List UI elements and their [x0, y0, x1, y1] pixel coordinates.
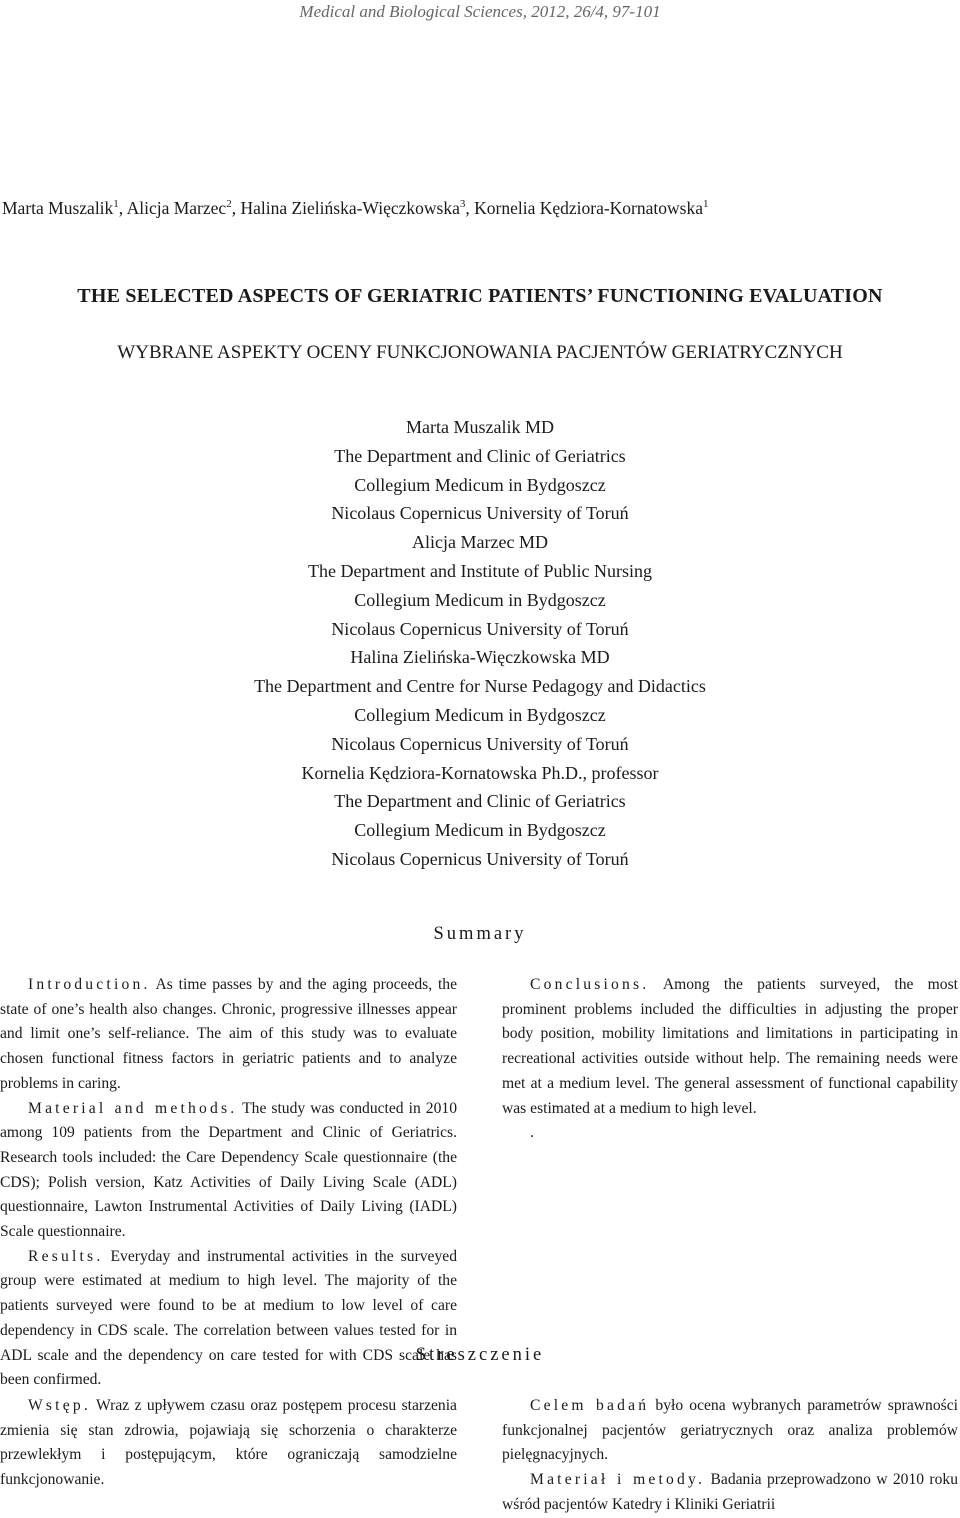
section-label: Materiał i metody.: [530, 1471, 706, 1489]
section-text: Badania przeprowadzono w 2010 roku wśród pacjentów Katedry i Kliniki Geriatrii: [502, 1471, 958, 1513]
affiliation-line: Nicolaus Copernicus University of Toruń: [331, 503, 629, 524]
section-label: Introduction.: [28, 976, 151, 993]
affiliation-line: Halina Zielińska-Więczkowska MD: [350, 647, 610, 668]
affiliation-line: Collegium Medicum in Bydgoszcz: [354, 704, 606, 725]
affiliation-line: Nicolaus Copernicus University of Toruń: [331, 848, 629, 869]
affiliation-line: Marta Muszalik MD: [406, 417, 554, 437]
journal-header: Medical and Biological Sciences, 2012, 26/4, 97-101: [299, 2, 661, 21]
streszczenie-heading: Streszczenie: [415, 1345, 545, 1365]
author-name: Kornelia Kędziora-Kornatowska: [474, 198, 703, 218]
author-name: Marta Muszalik: [2, 198, 114, 218]
section-text: The study was conducted in 2010 among 109 patients from the Department and Clinic of Geriatrics. Research tools included: the Care Dependency Scale questionnaire (the CDS); Polish version, Katz Activities of Daily Living Scale (ADL) questionnaire, Lawton Instrumental Activities of Daily Living (IADL) Scale questionnaire.: [0, 1099, 457, 1241]
affiliation-line: The Department and Institute of Public Nursing: [308, 560, 652, 581]
author-affiliation-number: 1: [702, 198, 709, 211]
streszczenie-column-left: [0, 1394, 457, 1493]
section-label: Wstęp.: [28, 1397, 91, 1414]
affiliation-line: Kornelia Kędziora-Kornatowska Ph.D., professor: [301, 762, 659, 783]
affiliations-block: [0, 413, 960, 874]
section-label: Material and methods.: [28, 1099, 238, 1117]
section-text: Everyday and instrumental activities in the surveyed group were estimated at medium to high level. The majority of the patients surveyed were found to be at medium to low level of care dependency in CDS scale. The correlation between values tested for in ADL scale and the dependency on care tested for with CDS scale has been confirmed.: [0, 1247, 457, 1389]
affiliation-line: The Department and Centre for Nurse Pedagogy and Didactics: [254, 676, 706, 697]
affiliation-line: The Department and Clinic of Geriatrics: [334, 791, 626, 812]
section-text: As time passes by and the aging proceeds, the state of one’s health also changes. Chronic, progressive illnesses appear and limit one’s self-reliance. The aim of this study was to evaluate chosen functional fitness factors in geriatric patients and to analyze problems in caring.: [0, 976, 458, 1092]
summary-results: [0, 1245, 457, 1393]
summary-column-right: [502, 973, 958, 1146]
author-affiliation-number: 1: [113, 198, 119, 211]
section-text: Among the patients surveyed, the most prominent problems included the difficulties in adjusting the proper body position, mobility limitations and limitations in participating in recreational activities outside without help. The remaining needs were met at a medium level. The general assessment of functional capability was estimated at a medium to high level.: [502, 976, 958, 1117]
summary-column-left: [0, 973, 457, 1393]
summary-trailing-dot: .: [530, 1124, 534, 1142]
paper-title-english: THE SELECTED ASPECTS OF GERIATRIC PATIENTS’ FUNCTIONING EVALUATION: [77, 285, 883, 307]
section-label: Celem badań: [530, 1397, 650, 1414]
author-name: Halina Zielińska-Więczkowska: [240, 198, 460, 218]
section-text: Wraz z upływem czasu oraz postępem procesu starzenia zmienia się stan zdrowia, pojawiają się schorzenia o charakterze przewlekłym i postępującym, które ograniczają samodzielne funkcjonowanie.: [0, 1397, 457, 1489]
affiliation-line: Collegium Medicum in Bydgoszcz: [354, 820, 606, 841]
author-affiliation-number: 2: [226, 198, 232, 211]
affiliation-line: Nicolaus Copernicus University of Toruń: [331, 733, 629, 754]
streszczenie-metody: [502, 1468, 958, 1517]
author-list: Marta Muszalik$^1$, Alicja Marzec$^2$, Halina Zielińska-Więczkowska$^3$, Kornelia Kędziora-Kornatowska$^1$: [2, 198, 709, 218]
author-affiliation-number: 3: [459, 198, 466, 211]
summary-heading: Summary: [433, 924, 527, 944]
section-label: Results.: [28, 1247, 104, 1265]
affiliation-line: The Department and Clinic of Geriatrics: [334, 445, 626, 466]
affiliation-line: Collegium Medicum in Bydgoszcz: [354, 474, 606, 495]
section-label: Conclusions.: [530, 976, 650, 993]
paper-title-polish: WYBRANE ASPEKTY OCENY FUNKCJONOWANIA PACJENTÓW GERIATRYCZNYCH: [117, 342, 843, 363]
section-text: było ocena wybranych parametrów sprawności funkcjonalnej pacjentów geriatrycznych oraz analiza problemów pielęgnacyjnych.: [502, 1397, 958, 1464]
summary-introduction: [0, 973, 457, 1097]
summary-conclusions: [502, 973, 958, 1121]
streszczenie-wstep: [0, 1394, 457, 1493]
affiliation-line: Nicolaus Copernicus University of Toruń: [331, 618, 629, 639]
affiliation-line: Collegium Medicum in Bydgoszcz: [354, 589, 606, 610]
streszczenie-column-right: [502, 1394, 958, 1518]
summary-methods: [0, 1097, 457, 1245]
streszczenie-cel: [502, 1394, 958, 1468]
author-name: Alicja Marzec: [126, 198, 227, 218]
affiliation-line: Alicja Marzec MD: [412, 532, 548, 553]
